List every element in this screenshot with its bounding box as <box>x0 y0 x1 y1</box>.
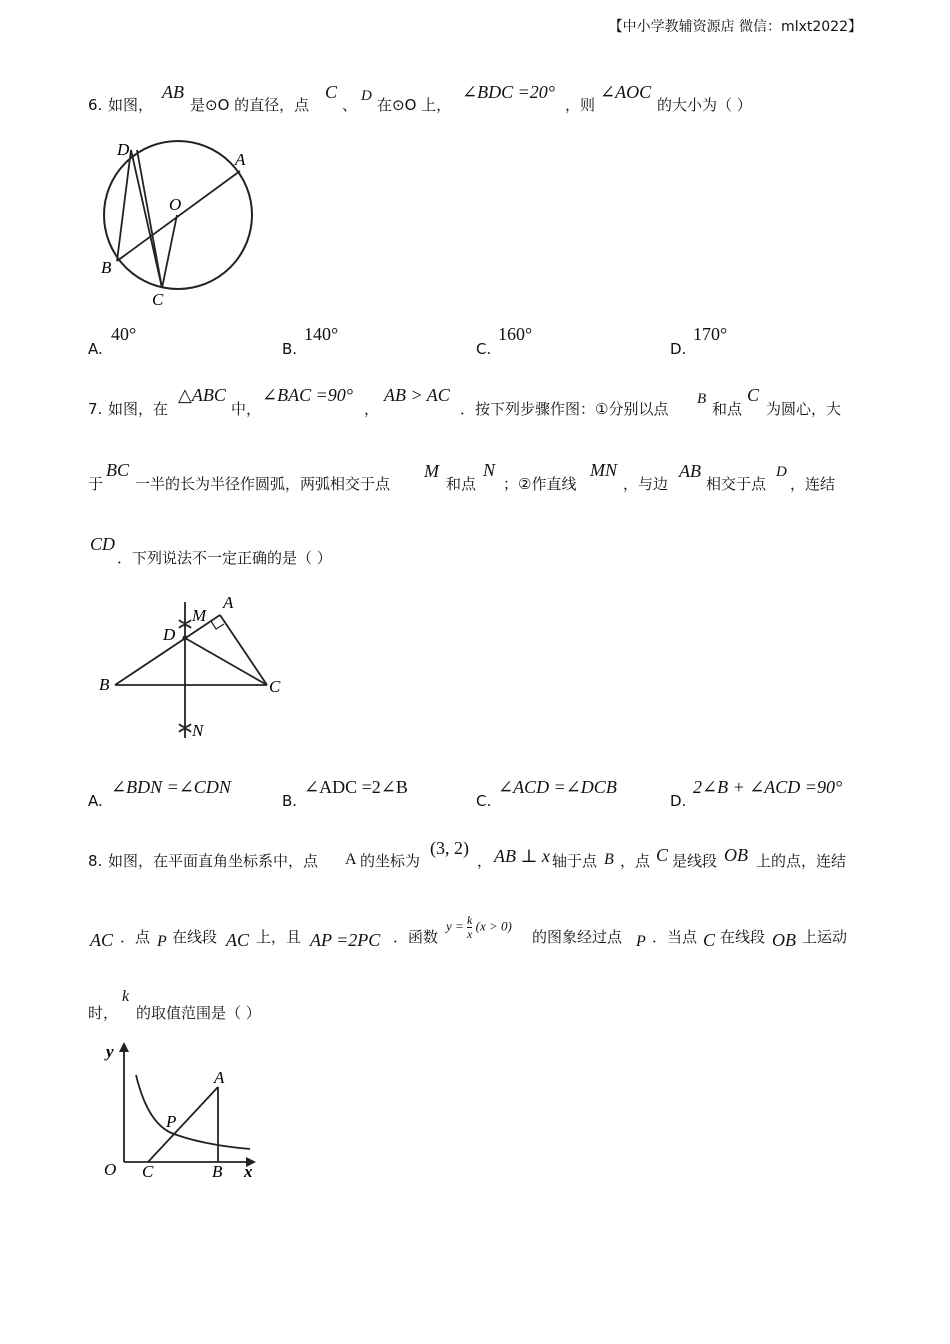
question-text: 上，且 <box>256 928 302 946</box>
question-text: ；②作直线 <box>503 475 577 493</box>
label-c: C <box>269 677 281 696</box>
question-text: ．当点 <box>652 928 698 946</box>
label-c: C <box>142 1162 154 1181</box>
question-text: 在⊙O 上， <box>377 96 452 114</box>
function-condition: (x > 0) <box>475 918 512 934</box>
label-d: D <box>163 625 176 644</box>
label-a: A <box>214 1068 225 1087</box>
option-a-letter[interactable]: A. <box>88 792 103 810</box>
math-expression: OB <box>724 845 748 865</box>
question-text: ．下列说法不一定正确的是（ ） <box>117 549 332 567</box>
question-text: ．点 <box>120 928 151 946</box>
function-lhs: y = <box>446 918 464 934</box>
math-expression: AB <box>162 82 184 102</box>
math-expression: A <box>345 851 357 868</box>
math-expression: C <box>747 385 760 405</box>
math-expression: CD <box>90 534 116 554</box>
question-text: 是⊙O 的直径，点 <box>190 96 310 114</box>
question-text: 的大小为（ ） <box>657 96 752 114</box>
math-expression: (3, 2) <box>430 838 469 858</box>
math-expression: △ABC <box>178 385 226 405</box>
label-o: O <box>169 195 182 214</box>
math-expression: D <box>361 88 372 104</box>
math-expression: ∠BAC =90° <box>262 385 353 405</box>
question-text: 如图，在 <box>108 400 169 418</box>
question-number: 6. <box>88 96 103 114</box>
math-expression: AB > AC <box>384 385 450 405</box>
math-expression: C <box>656 845 669 865</box>
question-text: ，则 <box>565 96 596 114</box>
question-text: ．函数 <box>393 928 439 946</box>
option-d-letter[interactable]: D. <box>670 340 687 358</box>
question-text: ．按下列步骤作图：①分别以点 <box>460 400 669 418</box>
label-a: A <box>235 150 246 169</box>
question-text: 时， <box>88 1004 119 1022</box>
math-expression: MN <box>590 460 617 480</box>
option-a-value: 40° <box>111 324 137 344</box>
option-b-letter[interactable]: B. <box>282 340 298 358</box>
question-text: 的图象经过点 <box>532 928 623 946</box>
label-b: B <box>99 675 110 694</box>
label-c: C <box>152 290 164 309</box>
option-c-letter[interactable]: C. <box>476 792 492 810</box>
question-text: 中， <box>231 400 262 418</box>
math-expression: P <box>636 933 646 950</box>
label-n: N <box>192 721 204 740</box>
label-x: x <box>244 1162 253 1181</box>
question-text: ，连结 <box>790 475 836 493</box>
math-expression: AB ⊥ x <box>494 846 550 866</box>
label-b: B <box>101 258 112 277</box>
option-a-letter[interactable]: A. <box>88 340 103 358</box>
math-expression: BC <box>106 460 130 480</box>
option-b-value: 140° <box>304 324 339 344</box>
function-formula <box>446 914 512 941</box>
question-text: 上的点，连结 <box>756 852 847 870</box>
math-expression: ∠AOC <box>600 82 652 102</box>
label-b: B <box>212 1162 223 1181</box>
triangle-figure <box>95 590 295 750</box>
math-expression: B <box>697 391 707 407</box>
question-text: 如图， <box>108 96 154 114</box>
option-b-letter[interactable]: B. <box>282 792 298 810</box>
fraction <box>467 914 472 941</box>
math-expression: AP =2PC <box>310 930 381 950</box>
math-expression: AB <box>679 461 701 481</box>
question-text: 上运动 <box>802 928 848 946</box>
question-text: 一半的长为半径作圆弧，两弧相交于点 <box>135 475 391 493</box>
label-o: O <box>104 1160 117 1179</box>
question-number: 8. <box>88 852 103 870</box>
math-expression: C <box>325 82 338 102</box>
option-d-value: 2∠B + ∠ACD =90° <box>693 777 843 797</box>
option-c-value: 160° <box>498 324 533 344</box>
math-expression: ∠BDC =20° <box>462 82 555 102</box>
math-expression: k <box>122 988 130 1005</box>
question-number: 7. <box>88 400 103 418</box>
label-d: D <box>117 140 130 159</box>
math-expression: M <box>424 461 439 481</box>
header-banner: 【中小学教辅资源店 微信：mlxt2022】 <box>608 19 862 35</box>
question-text: 为圆心，大 <box>766 400 842 418</box>
question-text: 的坐标为 <box>360 852 421 870</box>
question-text: 在线段 <box>720 928 766 946</box>
label-y: y <box>106 1042 114 1061</box>
math-expression: B <box>604 851 614 868</box>
question-text: ，与边 <box>623 475 669 493</box>
question-text: 在线段 <box>172 928 218 946</box>
question-text: 如图，在平面直角坐标系中，点 <box>108 852 319 870</box>
math-expression: AC <box>90 930 114 950</box>
label-p: P <box>166 1112 177 1131</box>
label-m: M <box>192 606 207 625</box>
question-text: 和点 <box>446 475 477 493</box>
label-a: A <box>223 593 234 612</box>
option-c-letter[interactable]: C. <box>476 340 492 358</box>
question-text: 、 <box>342 96 358 114</box>
coordinate-figure <box>100 1035 270 1185</box>
option-d-letter[interactable]: D. <box>670 792 687 810</box>
question-text: ，点 <box>620 852 651 870</box>
option-d-value: 170° <box>693 324 728 344</box>
option-a-value: ∠BDN =∠CDN <box>111 777 231 797</box>
option-c-value: ∠ACD =∠DCB <box>498 777 617 797</box>
math-expression: D <box>776 464 787 480</box>
question-text: 于 <box>88 475 104 493</box>
question-text: 和点 <box>712 400 743 418</box>
math-expression: AC <box>226 930 250 950</box>
math-expression: C <box>703 930 716 950</box>
question-text: ， <box>364 400 380 418</box>
math-expression: OB <box>772 930 796 950</box>
question-text: 轴于点 <box>552 852 598 870</box>
question-text: ， <box>477 852 493 870</box>
question-text: 相交于点 <box>706 475 767 493</box>
option-b-value: ∠ADC =2∠B <box>304 777 408 797</box>
circle-figure <box>95 135 265 310</box>
fraction-numerator: k <box>467 913 473 927</box>
math-expression: P <box>157 933 167 950</box>
question-text: 的取值范围是（ ） <box>136 1004 261 1022</box>
fraction-denominator: x <box>467 927 473 941</box>
math-expression: N <box>483 460 496 480</box>
question-text: 是线段 <box>672 852 718 870</box>
